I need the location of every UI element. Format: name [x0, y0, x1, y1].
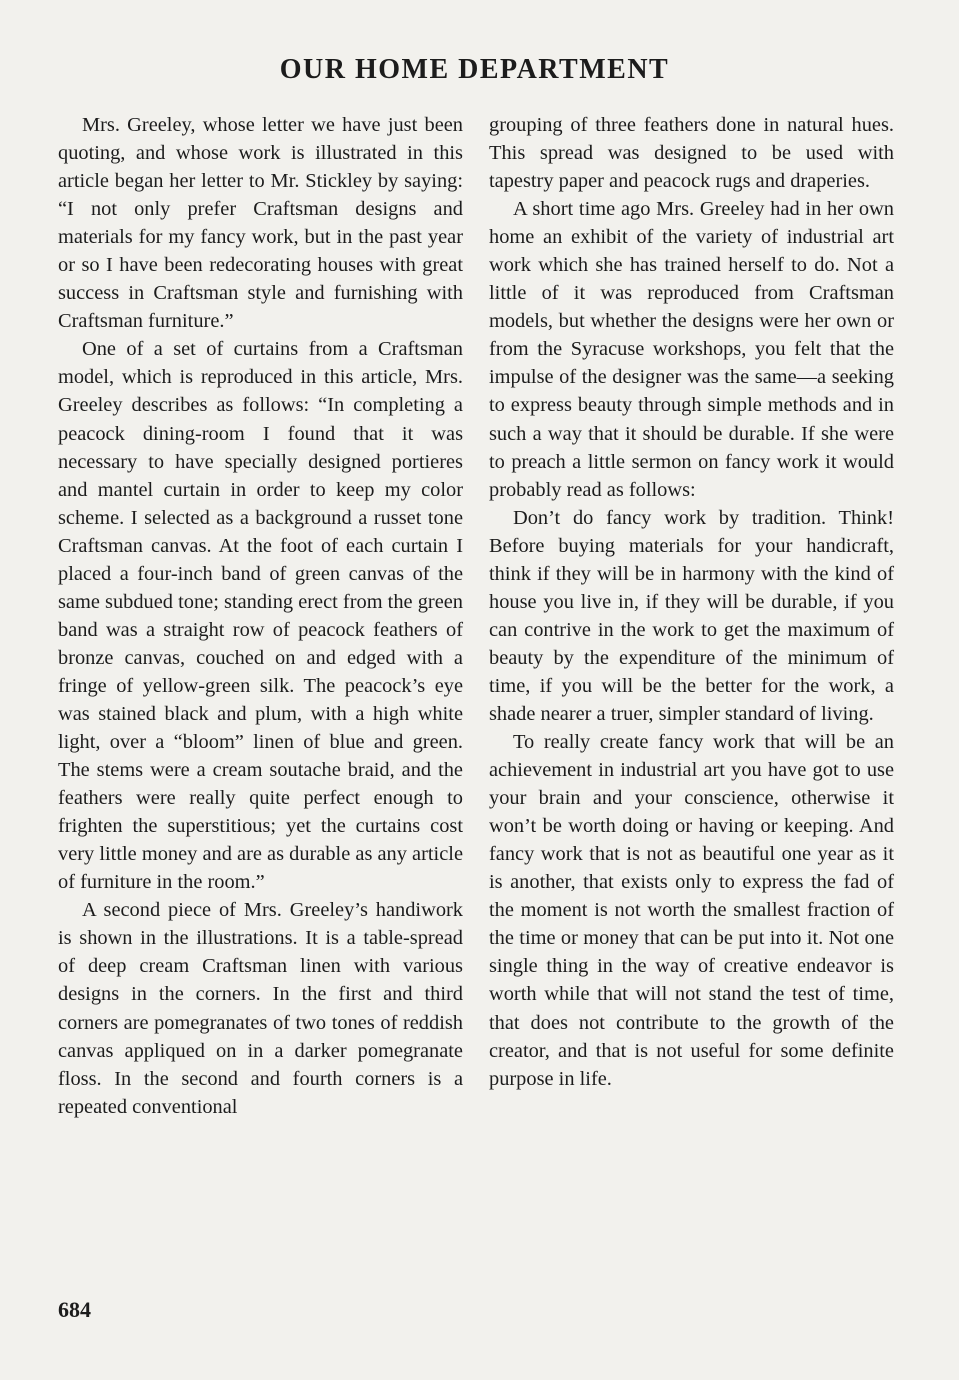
paragraph: A second piece of Mrs. Greeley’s handiwork is shown in the illustrations. It is a table-spread of deep cream Craftsman linen with various designs in the corners. In the first and third corners are pomegranates of two tones of reddish canvas appliqued on in a darker pomegranate floss. In the second and fourth corners is a repeated conventional	[58, 899, 463, 1118]
paragraph: grouping of three feathers done in natural hues. This spread was designed to be used with tapestry paper and peacock rugs and draperies.	[489, 114, 894, 193]
page-title: OUR HOME DEPARTMENT	[279, 54, 670, 85]
paragraph: Mrs. Greeley, whose letter we have just been quoting, and whose work is illustrated in this article began her letter to Mr. Stickley by saying: “I not only prefer Craftsman designs and materials for my fancy work, but in the past year or so I have been redecorating houses with great success in Craftsman style and furnishing with Craftsman furniture.”	[58, 114, 463, 333]
paragraph: Don’t do fancy work by tradition. Think! Before buying materials for your handicraft, think if they will be in harmony with the kind of house you live in, if they will be durable, if you can contrive in the work to get the maximum of beauty by the expenditure of the minimum of time, if you will be the better for the work, a shade nearer a truer, simpler standard of living.	[489, 506, 894, 725]
paragraph: To really create fancy work that will be an achievement in industrial art you have got to use your brain and your conscience, otherwise it won’t be worth doing or having or keeping. And fancy work that is not as beautiful one year as it is another, that exists only to express the fad of the moment is not worth the smallest fraction of the time or money that can be put into it. Not one single thing in the way of creative endeavor is worth while that will not stand the test of time, that does not contribute to the growth of the creator, and that is not useful for some definite purpose in life.	[489, 731, 894, 1090]
paragraph: One of a set of curtains from a Craftsman model, which is reproduced in this article, Mrs. Greeley describes as follows: “In completing a peacock dining-room I found that it was necessary to have specially designed portieres and mantel curtain in order to keep my color scheme. I selected as a background a russet tone Craftsman canvas. At the foot of each curtain I placed a four-inch band of green canvas of the same subdued tone; standing erect from the green band was a straight row of peacock feathers of bronze canvas, couched on and edged with a fringe of yellow-green silk. The peacock’s eye was stained black and plum, with a high white light, over a “bloom” linen of blue and green. The stems were a cream soutache braid, and the feathers were really quite perfect enough to frighten the superstitious; yet the curtains cost very little money and are as durable as any article of furniture in the room.”	[58, 338, 463, 894]
paragraph: A short time ago Mrs. Greeley had in her own home an exhibit of the variety of industrial art work which she has trained herself to do. Not a little of it was reproduced from Craftsman models, but whether the designs were her own or from the Syracuse workshops, you felt that the impulse of the designer was the same—a seeking to express beauty through simple methods and in such a way that it should be durable. If she were to preach a little sermon on fancy work it would probably read as follows:	[489, 198, 894, 501]
left-column	[58, 111, 463, 1121]
right-column	[489, 111, 894, 1093]
page-number: 684	[58, 1297, 91, 1322]
